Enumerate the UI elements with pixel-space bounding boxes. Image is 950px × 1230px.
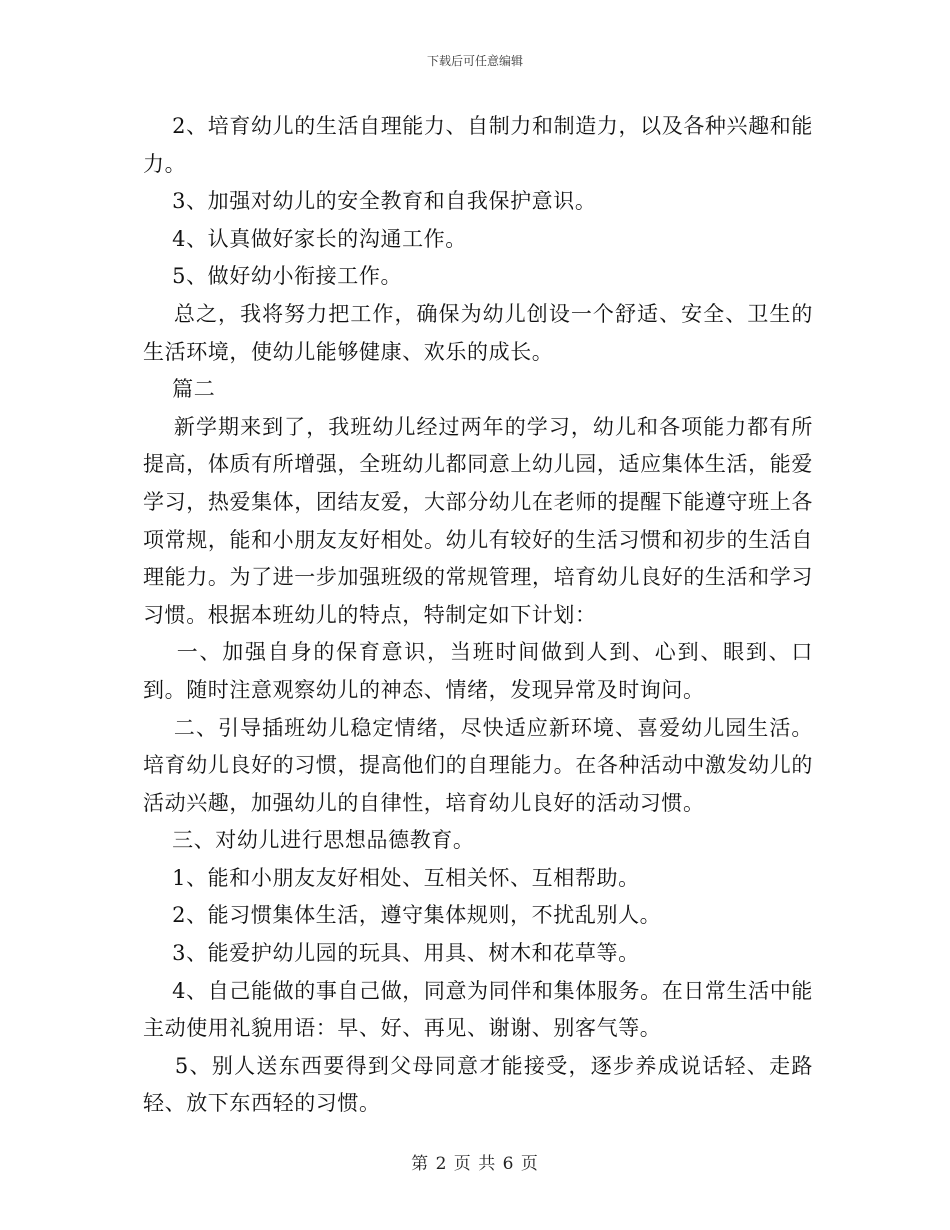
paragraph: 5、别人送东西要得到父母同意才能接受，逐步养成说话轻、走路轻、放下东西轻的习惯。 [143, 1053, 813, 1116]
paragraph: 1、能和小朋友友好相处、互相关怀、互相帮助。 [143, 865, 640, 890]
paragraph: 三、对幼儿进行思想品德教育。 [143, 828, 475, 853]
paragraph: 一、加强自身的保育意识，当班时间做到人到、心到、眼到、口到。随时注意观察幼儿的神态、情绪，发现异常及时询问。 [143, 640, 813, 702]
paragraph: 4、认真做好家长的沟通工作。 [143, 226, 467, 251]
paragraph: 3、加强对幼儿的安全教育和自我保护意识。 [143, 189, 597, 214]
page-footer: 第 2 页 共 6 页 [411, 1154, 539, 1174]
paragraph: 2、培育幼儿的生活自理能力、自制力和制造力，以及各种兴趣和能力。 [143, 114, 813, 176]
paragraph: 总之，我将努力把工作，确保为幼儿创设一个舒适、安全、卫生的生活环境，使幼儿能够健康、欢乐的成长。 [143, 301, 813, 364]
paragraph: 二、引导插班幼儿稳定情绪，尽快适应新环境、喜爱幼儿园生活。培育幼儿良好的习惯，提高他们的自理能力。在各种活动中激发幼儿的活动兴趣，加强幼儿的自律性，培育幼儿良好的活动习惯。 [143, 715, 813, 815]
paragraph: 2、能习惯集体生活，遵守集体规则，不扰乱别人。 [143, 903, 662, 928]
section-heading: 篇二 [143, 377, 216, 402]
paragraph: 3、能爱护幼儿园的玩具、用具、树木和花草等。 [143, 941, 640, 966]
page-header: 下载后可任意编辑 [426, 54, 523, 68]
paragraph: 5、做好幼小衔接工作。 [143, 264, 403, 289]
document-body [143, 108, 813, 1123]
paragraph: 4、自己能做的事自己做，同意为同伴和集体服务。在日常生活中能主动使用礼貌用语：早、好、再见、谢谢、别客气等。 [143, 978, 813, 1041]
paragraph: 新学期来到了，我班幼儿经过两年的学习，幼儿和各项能力都有所提高，体质有所增强，全班幼儿都同意上幼儿园，适应集体生活，能爱学习，热爱集体，团结友爱，大部分幼儿在老师的提醒下能遵守班上各项常规，能和小朋友友好相处。幼儿有较好的生活习惯和初步的生活自理能力。为了进一步加强班级的常规管理，培育幼儿良好的生活和学习习惯。根据本班幼儿的特点，特制定如下计划： [143, 414, 813, 627]
